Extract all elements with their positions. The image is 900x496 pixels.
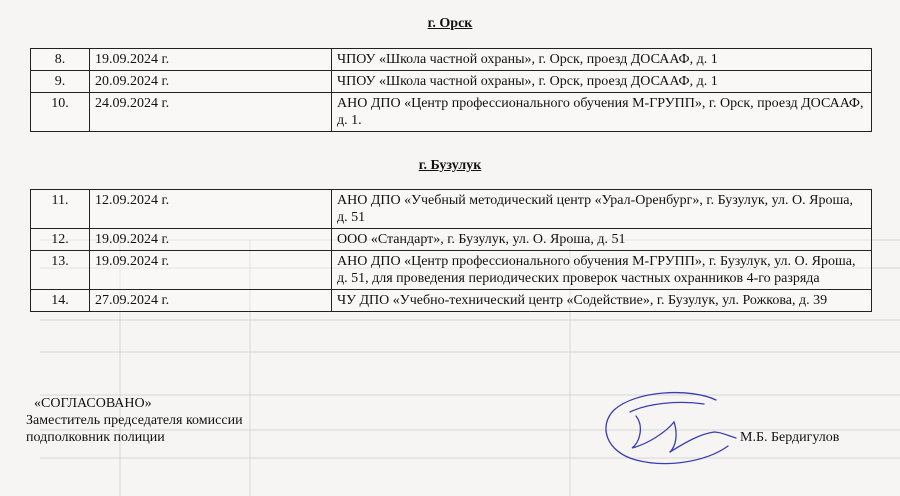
- table-row: [31, 49, 872, 71]
- row-organization: ЧПОУ «Школа частной охраны», г. Орск, проезд ДОСААФ, д. 1: [332, 49, 872, 71]
- schedule-table-buzuluk: [30, 189, 872, 312]
- row-date: 19.09.2024 г.: [90, 251, 332, 290]
- row-date: 27.09.2024 г.: [90, 290, 332, 312]
- row-organization: АНО ДПО «Учебный методический центр «Урал-Оренбург», г. Бузулук, ул. О. Яроша, д. 51: [332, 190, 872, 229]
- row-date: 19.09.2024 г.: [90, 229, 332, 251]
- row-number: 12.: [31, 229, 90, 251]
- row-date: 24.09.2024 г.: [90, 93, 332, 132]
- row-date: 19.09.2024 г.: [90, 49, 332, 71]
- city-heading-buzuluk: г. Бузулук: [418, 158, 482, 173]
- table-row: [31, 190, 872, 229]
- row-number: 11.: [31, 190, 90, 229]
- approval-heading: «СОГЛАСОВАНО»: [34, 396, 152, 411]
- row-number: 14.: [31, 290, 90, 312]
- row-date: 20.09.2024 г.: [90, 71, 332, 93]
- row-number: 13.: [31, 251, 90, 290]
- table-row: [31, 229, 872, 251]
- row-organization: ЧУ ДПО «Учебно-технический центр «Содействие», г. Бузулук, ул. Рожкова, д. 39: [332, 290, 872, 312]
- row-number: 9.: [31, 71, 90, 93]
- table-row: [31, 71, 872, 93]
- approval-rank: подполковник полиции: [26, 430, 165, 445]
- row-organization: ООО «Стандарт», г. Бузулук, ул. О. Яроша, д. 51: [332, 229, 872, 251]
- table-row: [31, 251, 872, 290]
- approval-position: Заместитель председателя комиссии: [26, 413, 243, 428]
- signatory-name: М.Б. Бердигулов: [740, 430, 840, 445]
- schedule-table-orsk: [30, 48, 872, 132]
- row-organization: АНО ДПО «Центр профессионального обучения М-ГРУПП», г. Бузулук, ул. О. Яроша, д. 51, для проведения периодических проверок частных охранников 4-го разряда: [332, 251, 872, 290]
- row-number: 8.: [31, 49, 90, 71]
- handwritten-signature-icon: [596, 386, 746, 476]
- table-row: [31, 290, 872, 312]
- row-date: 12.09.2024 г.: [90, 190, 332, 229]
- row-organization: ЧПОУ «Школа частной охраны», г. Орск, проезд ДОСААФ, д. 1: [332, 71, 872, 93]
- table-row: [31, 93, 872, 132]
- row-organization: АНО ДПО «Центр профессионального обучения М-ГРУПП», г. Орск, проезд ДОСААФ, д. 1.: [332, 93, 872, 132]
- city-heading-orsk: г. Орск: [427, 16, 473, 31]
- approval-block: [26, 395, 243, 446]
- row-number: 10.: [31, 93, 90, 132]
